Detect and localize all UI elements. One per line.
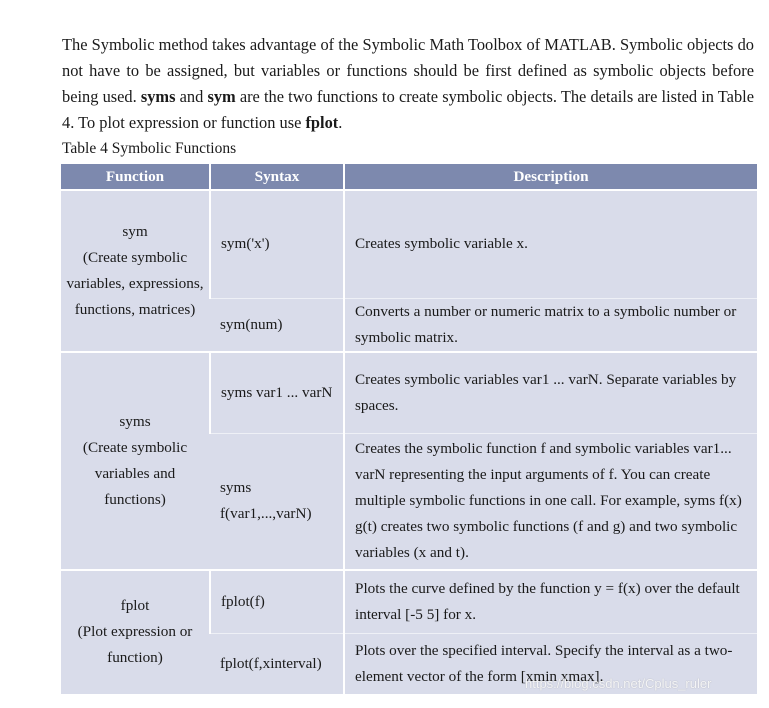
function-description: (Create symbolic variables and functions) (82, 438, 188, 508)
syntax-cell: sym('x') (210, 190, 344, 298)
description-cell: Creates symbolic variable x. (344, 190, 757, 298)
table-header-row (61, 164, 757, 190)
intro-paragraph (62, 32, 754, 136)
function-cell-sym (61, 190, 210, 352)
table-row (61, 352, 757, 434)
function-name: syms (119, 412, 151, 430)
syms-keyword: syms (140, 87, 176, 106)
description-cell: Plots the curve defined by the function y = f(x) over the default interval [-5 5] for x. (344, 570, 757, 634)
function-cell-syms (61, 352, 210, 570)
description-cell: Creates symbolic variables var1 ... varN. Separate variables by spaces. (344, 352, 757, 434)
header-description: Description (344, 164, 757, 190)
symbolic-functions-table (61, 164, 757, 694)
intro-text-4: . (338, 113, 343, 132)
syntax-cell: sym(num) (210, 298, 344, 352)
function-name: fplot (120, 597, 150, 614)
header-syntax: Syntax (210, 164, 344, 190)
table-caption: Table 4 Symbolic Functions (62, 140, 237, 157)
description-cell: Plots over the specified interval. Specify the interval as a two-element vector of the form [xmin xmax]. (344, 634, 757, 694)
function-cell-fplot (61, 570, 210, 694)
fplot-keyword: fplot (305, 113, 339, 132)
function-description: (Plot expression or function) (77, 623, 193, 666)
table-row (61, 570, 757, 634)
intro-text-3: are the two functions to create symbolic objects. The details are listed in Table 4. To plot expression or function use (62, 87, 754, 132)
intro-text-2: and (175, 87, 208, 106)
syntax-cell: syms f(var1,...,varN) (210, 434, 344, 570)
watermark: https://blog.csdn.net/Cplus_ruler (525, 676, 712, 691)
syntax-cell: fplot(f,xinterval) (210, 634, 344, 694)
function-name: sym (122, 222, 148, 240)
syntax-cell: syms var1 ... varN (210, 352, 344, 434)
function-description: (Create symbolic variables, expressions, functions, matrices) (66, 248, 204, 318)
syntax-cell: fplot(f) (210, 570, 344, 634)
description-cell: Creates the symbolic function f and symbolic variables var1... varN representing the input arguments of f. You can create multiple symbolic functions in one call. For example, syms f(x) g(t) creates two symbolic functions (f and g) and two symbolic variables (x and t). (344, 434, 757, 570)
intro-text-1: The Symbolic method takes advantage of the Symbolic Math Toolbox of MATLAB. Symbolic objects do not have to be assigned, but variables or functions should be first defined as symbolic objects before being used. (62, 35, 754, 106)
description-cell: Converts a number or numeric matrix to a symbolic number or symbolic matrix. (344, 298, 757, 352)
header-function: Function (61, 164, 210, 190)
sym-keyword: sym (207, 87, 236, 106)
table-row (61, 190, 757, 298)
